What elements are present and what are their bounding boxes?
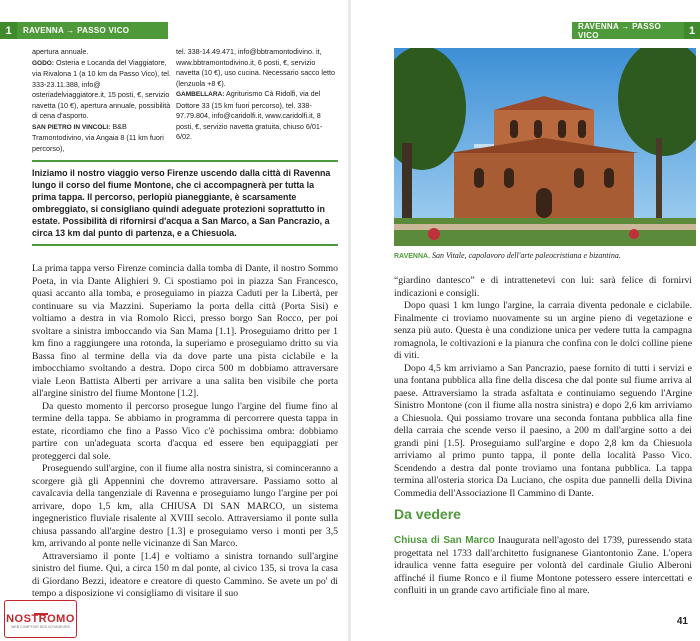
paragraph: Chiusa di San Marco Inaugurata nell'agosto del 1739, puressendo stata progettata nel 1733 dall'architetto fusignanese Giantontonio Zane. L'opera idraulica venne fatta eseguire per volontà del cardinale Giulio Alberoni affinché il fiume Ronco e il fiume Montone potessero essere intercettati e confluiti in un grande cavo artificiale fino al mare. bbox=[394, 535, 693, 596]
paragraph: Proseguendo sull'argine, con il fiume alla nostra sinistra, si cominceranno a scorgere già gli Appennini che dovremo attraversare. Passiamo sotto al cavalcavia della tangenziale di Ravenna e proseguiamo lungo l'argine per poi arrivare, dopo 1,5 km, alla CHIUSA DI SAN MARCO, un sistema ingegneristico fluviale risalente al XVIII secolo. Attraversiamo il ponte sulla chiusa passando all'argine destro [1.3] e proseguiamo verso i monti per 3,5 km, arrivando al ponte nelle vicinanze di San Marco. bbox=[32, 463, 338, 549]
right-page bbox=[351, 0, 700, 641]
chapter-number: 1 bbox=[684, 22, 700, 39]
paragraph: Dopo 4,5 km arriviamo a San Pancrazio, paese fornito di tutti i servizi e una fontana pubblica alla fine della discesa che dal ponte sul fiume arriva al paese. Attraversiamo la strada asfaltata e continuiamo seguendo l'Argine Sinistro Montone (con il fiume alla nostra sinistra) e dopo 2,6 km arriviamo a Chiesuola. Qui possiamo trovare una seconda fontana pubblica alla fine della carraia che scende verso il paesino, a 200 m dall'argine sotto a dei grandi pini [1.5]. Proseguiamo sull'argine e dopo 2,8 km da Chiesuola arriviamo al primo punto tappa, il ponte della località Passo Vico. Scendendo a destra dal ponte troviamo una fontana pubblica. La tappa termina all'osteria storica Da Luciano, che ospita due pannelli della Divina Commedia dell'Associazione Il Cammino di Dante. bbox=[394, 362, 692, 499]
left-page bbox=[0, 0, 349, 641]
chapter-title: RAVENNA → PASSO VICO bbox=[578, 21, 662, 40]
stage-intro: Iniziamo il nostro viaggio verso Firenze uscendo dalla città di Ravenna lungo il corso del fiume Montone, che ci accompagnerà per tutta la prima tappa. Il percorso, perlopiù pianeggiante, è scarsamente ombreggiato, si consigliano quindi adeguate protezioni soprattutto in estate. Possibilità di rifornirsi d'acqua a San Marco, a San Pancrazio, a circa 13 km dal punto di partenza, e a Chiesuola. bbox=[32, 160, 338, 246]
section-body bbox=[394, 535, 692, 598]
chapter-header-right bbox=[572, 22, 700, 39]
info-entry: GODO: Osteria e Locanda del Viaggiatore, via Rivalona 1 (a 10 km da Passo Vico), tel. 333-23.11.388, info@ osteriadelviaggiatore.it, 15 posti, €, servizio navetta (10 €), apertura annuale, possibilità di cena d'asporto. bbox=[32, 57, 171, 120]
section-title: Da vedere bbox=[394, 506, 461, 522]
body-text-left bbox=[32, 263, 338, 601]
info-entry: GAMBELLARA: Agriturismo Cà Ridolfi, via del Dottore 33 (15 km fuori percorso), tel. 338-97.79.804, info@caridolfi.it, www.caridolfi.it, 8 posti, €, servizio navetta gratuita, chiuso 6/01-6/02. bbox=[176, 89, 323, 141]
paragraph: Dopo quasi 1 km lungo l'argine, la carraia diventa pedonale e ciclabile. Finalmente ci troviamo nuovamente su un argine pieno di vegetazione e senza più auto. Questa è una condizione unica per vedere tutta la campagna romagnola, le coltivazioni e la pianura che confina con le dolci colline piene di viti. bbox=[394, 300, 692, 361]
info-entry: tel. 338-14.49.471, info@bbtramontodivino. it, www.bbtramontodivino.it, 6 posti, €, servizio navetta (10 €), uso cucina. Necessario sacco letto (lenzuola +8 €). bbox=[176, 47, 336, 88]
chapter-number: 1 bbox=[0, 22, 17, 39]
church-illustration-icon bbox=[394, 48, 696, 246]
section-lead: Chiusa di San Marco bbox=[394, 535, 495, 546]
page-number: 41 bbox=[676, 616, 688, 627]
info-entry: apertura annuale. bbox=[32, 47, 89, 56]
ship-icon bbox=[34, 603, 48, 615]
photo-caption: RAVENNA. San Vitale, capolavoro dell'arte paleocristiana e bizantina. bbox=[394, 251, 621, 260]
info-entry: SAN PIETRO IN VINCOLI: B&B Tramontodivino, via Angaia 8 (11 km fuori percorso), bbox=[32, 121, 164, 153]
chapter-header-left bbox=[0, 22, 168, 39]
paragraph: Da questo momento il percorso prosegue lungo l'argine del fiume fino al termine della tappa. Se abbiamo in programma di percorrere questa tappa in estate, ricordiamo che fino a Passo Vico c'è pochissima ombra: dobbiamo partire con un'adeguata scorta d'acqua ed essere ben equipaggiati per proteggerci dal sole. bbox=[32, 400, 338, 462]
chapter-title: RAVENNA → PASSO VICO bbox=[23, 26, 130, 35]
body-text-right bbox=[394, 275, 692, 500]
info-column-right bbox=[176, 47, 336, 143]
info-column-left bbox=[32, 47, 172, 154]
paragraph: La prima tappa verso Firenze comincia dalla tomba di Dante, il nostro Sommo Poeta, in via Dante Alighieri 9. Ci spostiamo poi in piazza San Francesco, quasi accanto alla tomba, e proseguiamo in piazza Caduti per la Libertà, per continuare su via Mazzini. Superiamo la porta della città (Porta Sisi) e voltiamo a destra in via Romolo Ricci, presso borgo San Rocco, per poi svoltare a sinistra imboccando via San Mama [1.1]. Proseguiamo dritto per 1 km fino a raggiungere una rotonda, la superiamo e proseguiamo dritto su via Bassa fino al termine della via da dove parte una pista ciclabile e la imbocchiamo svoltando a destra. Dopo circa 500 m dobbiamo attraversare viale Leon Battista Alberti per arrivare a una salita ben visibile che porta all'argine sinistro del fiume Montone [1.2]. bbox=[32, 263, 338, 399]
nostromo-logo: NOSTROMO WEB COMPTOIR DES VOYAGEURS bbox=[4, 600, 77, 638]
san-vitale-photo bbox=[394, 48, 696, 246]
paragraph: Attraversiamo il ponte [1.4] e voltiamo a sinistra tornando sull'argine sinistro del fiume. Qui, a circa 150 m dal ponte, al civico 135, si trova la casa di Giordano Bezzi, ideatore e creatore di questo Cammino. Se avete un po' di tempo a disposizione vi consigliamo di visitare il suo bbox=[32, 550, 338, 599]
paragraph: “giardino dantesco” e di intrattenetevi con lui: sarà felice di fornirvi indicazioni e consigli. bbox=[394, 275, 692, 299]
